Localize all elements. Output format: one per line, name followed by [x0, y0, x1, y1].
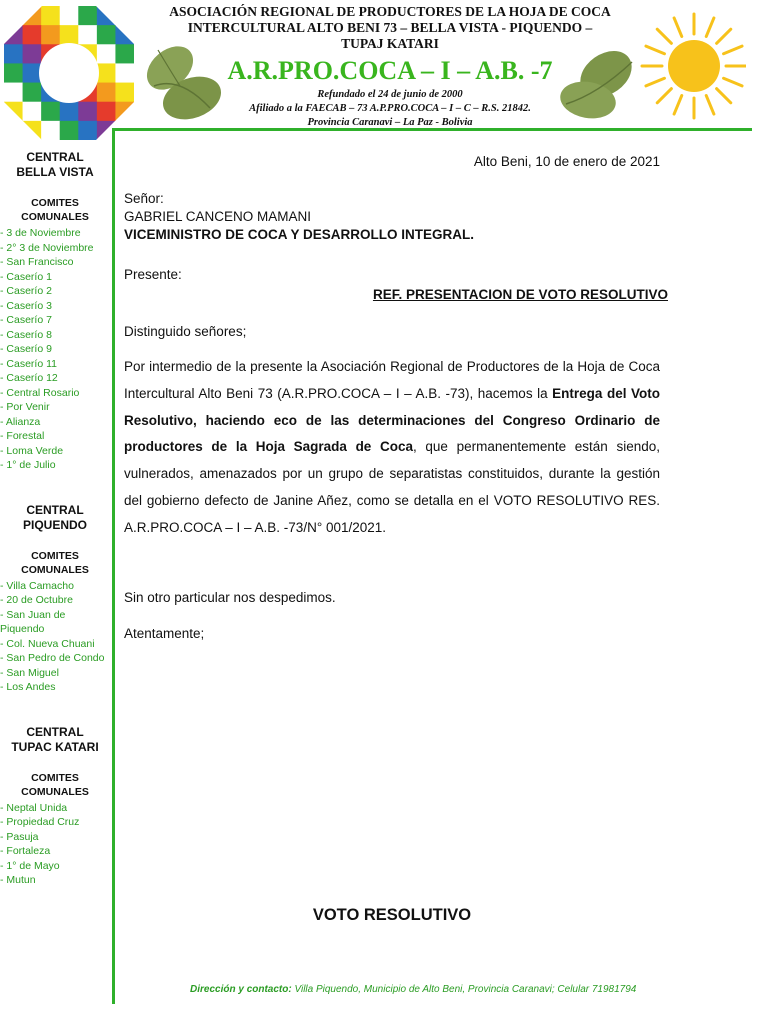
- letter-body-paragraph: [124, 354, 660, 542]
- header-divider: [112, 128, 752, 131]
- wiphala-flag-logo: [4, 6, 134, 140]
- sidebar: [0, 150, 110, 888]
- closing-line: Sin otro particular nos despedimos.: [124, 590, 336, 605]
- org-name-line-3: TUPAJ KATARI: [341, 36, 439, 51]
- comites-heading: [0, 196, 110, 224]
- comunales-label: COMUNALES: [21, 563, 89, 576]
- comite-list-item: - San Francisco: [0, 256, 74, 268]
- comite-list-item: - Caserío 11: [0, 357, 57, 370]
- comite-list-item: - San Pedro de Condo: [0, 652, 105, 664]
- contact-label: Dirección y contacto:: [190, 984, 292, 995]
- recipient-name: GABRIEL CANCENO MAMANI: [124, 209, 312, 224]
- sun-icon: [636, 8, 746, 120]
- comite-list-item: - Neptal Unida: [0, 801, 68, 814]
- comite-list-item: - Caserío 3: [0, 299, 52, 312]
- comite-list-item: - Caserío 2: [0, 285, 52, 297]
- comite-list-item: - Loma Verde: [0, 444, 64, 457]
- presente-label: Presente:: [124, 267, 182, 282]
- comite-list-item: - 2° 3 de Noviembre: [0, 241, 94, 254]
- greeting: Distinguido señores;: [124, 324, 247, 339]
- comite-list-item: - Caserío 9: [0, 343, 52, 355]
- comite-list-item: - Fortaleza: [0, 845, 51, 857]
- comite-list-item: - Pasuja: [0, 830, 39, 843]
- province: Provincia Caranavi – La Paz - Bolivia: [307, 117, 473, 128]
- founded-date: Refundado el 24 de junio de 2000: [317, 89, 463, 100]
- recipient-role: VICEMINISTRO DE COCA Y DESARROLLO INTEGRAL.: [124, 227, 475, 242]
- central-bella-vista-heading: [0, 150, 110, 180]
- contact-text: Villa Piquendo, Municipio de Alto Beni, Provincia Caranavi; Celular 71981794: [291, 984, 637, 995]
- organization-header: [150, 4, 630, 130]
- comite-list-item: - Caserío 8: [0, 328, 52, 341]
- comites-heading: [0, 771, 110, 799]
- reference-line: REF. PRESENTACION DE VOTO RESOLUTIVO: [372, 287, 668, 302]
- comite-list-item: - Alianza: [0, 415, 41, 428]
- comites-list-piquendo: [0, 579, 110, 695]
- comite-list-item: - Por Venir: [0, 401, 50, 413]
- comites-label: COMITES: [31, 549, 79, 562]
- comite-list-item: - Los Andes: [0, 681, 56, 693]
- comite-list-item: - 1° de Mayo: [0, 859, 60, 872]
- comunales-label: COMUNALES: [21, 211, 89, 223]
- comite-list-item: - Mutun: [0, 874, 36, 886]
- letter-date: Alto Beni, 10 de enero de 2021: [473, 154, 660, 169]
- comite-list-item: - Central Rosario: [0, 386, 80, 399]
- comite-list-item: - 20 de Octubre: [0, 594, 73, 606]
- affiliation: Afiliado a la FAECAB – 73 A.P.PRO.COCA – I – C – R.S. 21842.: [249, 103, 531, 114]
- comite-list-item: - 1° de Julio: [0, 459, 56, 471]
- org-name-line-1: ASOCIACIÓN REGIONAL DE PRODUCTORES DE LA HOJA DE COCA: [169, 4, 611, 19]
- comites-label: COMITES: [31, 197, 79, 209]
- central-name: PIQUENDO: [22, 517, 87, 532]
- central-name: BELLA VISTA: [16, 165, 94, 179]
- comites-list-tupac-katari: [0, 801, 110, 888]
- comite-list-item: - Villa Camacho: [0, 579, 74, 592]
- comunales-label: COMUNALES: [21, 785, 89, 798]
- central-label: CENTRAL: [26, 150, 84, 164]
- comite-list-item: - Forestal: [0, 430, 45, 442]
- body-text-bold: Entrega del Voto Resolutivo, haciendo eco de las determinaciones del Congreso Ordinario de productores de la Hoja Sagrada de Coca: [124, 385, 660, 455]
- sign-off: Atentamente;: [124, 626, 205, 641]
- comite-list-item: - Caserío 12: [0, 372, 58, 384]
- central-tupac-katari-heading: [0, 725, 110, 755]
- body-text-part1: Por intermedio de la presente la Asociación Regional de Productores de la Hoja de Coca Intercultural Alto Beni 73 (A.R.PRO.COCA – I – A.B. -73), hacemos la: [124, 359, 660, 401]
- recipient-block: [124, 190, 660, 244]
- comite-list-item: - Col. Nueva Chuani: [0, 637, 95, 650]
- comite-list-item: - San Miguel: [0, 666, 59, 679]
- salutation-title: Señor:: [124, 191, 164, 206]
- comite-list-item: - San Juan de Piquendo: [0, 608, 66, 635]
- sidebar-divider: [112, 128, 115, 1004]
- comite-list-item: - Propiedad Cruz: [0, 816, 80, 828]
- central-name: TUPAC KATARI: [11, 739, 99, 754]
- comite-list-item: - Caserío 7: [0, 314, 52, 326]
- body-text-part2: , que permanentemente están siendo, vulnerados, amenazados por un grupo de separatistas constituidos, durante la gestión del gobierno defecto de Janine Añez, como se detalla en el VOTO RESOLUTIVO RES. A.R.PRO.COCA – I – A.B. -73/N° 001/2021.: [124, 439, 660, 535]
- comite-list-item: - Caserío 1: [0, 270, 52, 283]
- comites-heading: [0, 549, 110, 577]
- voto-resolutivo-title: VOTO RESOLUTIVO: [312, 906, 472, 924]
- comites-label: COMITES: [31, 771, 79, 784]
- org-name-line-2: INTERCULTURAL ALTO BENI 73 – BELLA VISTA - PIQUENDO –: [187, 20, 593, 35]
- central-label: CENTRAL: [26, 724, 84, 739]
- central-piquendo-heading: [0, 503, 110, 533]
- footer-contact: [190, 984, 710, 995]
- comites-list-bella-vista: [0, 226, 110, 473]
- central-label: CENTRAL: [26, 502, 84, 517]
- comite-list-item: - 3 de Noviembre: [0, 227, 81, 239]
- org-acronym: A.R.PRO.COCA – I – A.B. -7: [227, 56, 553, 85]
